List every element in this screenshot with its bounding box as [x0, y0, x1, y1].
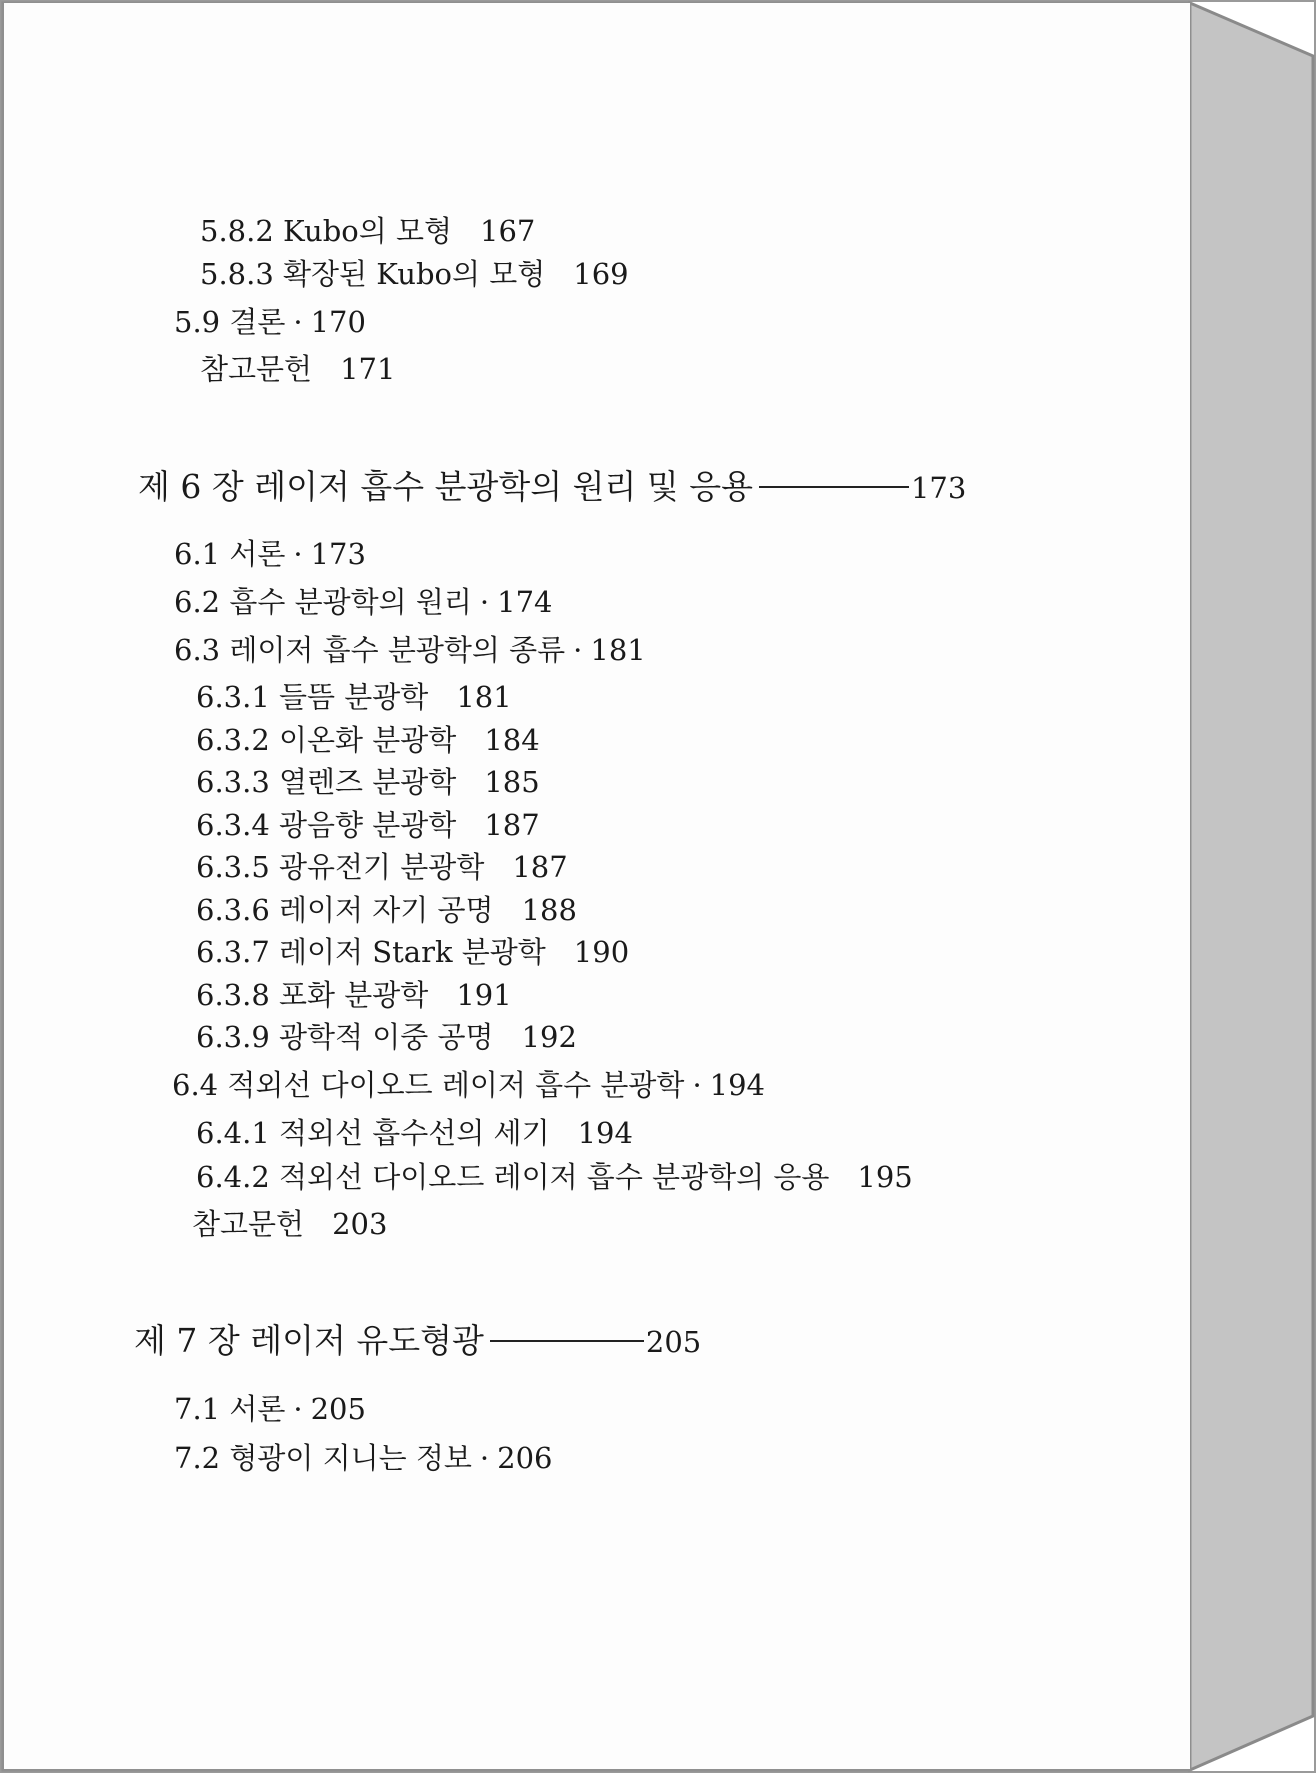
section-title: 확장된 Kubo의 모형	[283, 257, 546, 291]
section-title: 광유전기 분광학	[279, 850, 485, 884]
section-number: 5.8.2	[200, 214, 274, 248]
toc-entry-7-1[interactable]	[174, 1392, 366, 1426]
toc-entry-references-ch5[interactable]	[200, 352, 396, 386]
section-title: 레이저 Stark 분광학	[279, 935, 546, 969]
toc-page	[4, 3, 1190, 1769]
section-number: 6.3.7	[196, 935, 270, 969]
section-title: 형광이 지니는 정보	[229, 1441, 472, 1475]
section-number: 7.2	[174, 1441, 221, 1475]
toc-entry-6-3-9[interactable]	[196, 1020, 577, 1054]
separator-dot: ·	[293, 305, 303, 339]
section-title: 적외선 다이오드 레이저 흡수 분광학	[227, 1068, 685, 1102]
page-number: 195	[857, 1160, 913, 1194]
page-number: 194	[709, 1068, 766, 1102]
toc-entry-6-3-2[interactable]	[196, 723, 540, 757]
toc-entry-6-4-1[interactable]	[196, 1116, 633, 1150]
section-number: 5.8.3	[200, 257, 274, 291]
page-number: 188	[521, 893, 577, 927]
section-title: 흡수 분광학의 원리	[229, 585, 472, 619]
page-number: 194	[577, 1116, 633, 1150]
toc-entry-references-ch6[interactable]	[192, 1207, 388, 1241]
page-number: 181	[590, 633, 646, 667]
section-number: 5.9	[174, 305, 221, 339]
section-title: 포화 분광학	[279, 978, 429, 1012]
page-number: 170	[310, 305, 366, 339]
section-number: 7.1	[174, 1392, 221, 1426]
separator-dot: ·	[479, 1441, 490, 1475]
section-title: 참고문헌	[192, 1207, 305, 1241]
section-number: 6.3.4	[196, 808, 270, 842]
toc-entry-6-1[interactable]	[174, 537, 366, 571]
toc-entry-6-2[interactable]	[174, 585, 553, 619]
toc-entry-6-3-8[interactable]	[196, 978, 512, 1012]
section-title: 열렌즈 분광학	[279, 765, 457, 799]
toc-entry-6-4-2[interactable]	[196, 1160, 913, 1194]
section-title: 레이저 자기 공명	[279, 893, 494, 927]
section-title: 결론	[229, 305, 286, 339]
section-number: 6.3	[174, 633, 221, 667]
toc-entry-6-3-3[interactable]	[196, 765, 540, 799]
page-number: 191	[456, 978, 512, 1012]
toc-chapter-6[interactable]	[138, 467, 967, 506]
page-number: 187	[484, 808, 540, 842]
section-number: 6.1	[174, 537, 221, 571]
page-number: 190	[573, 935, 630, 969]
toc-entry-6-3-4[interactable]	[196, 808, 540, 842]
page-number: 192	[521, 1020, 577, 1054]
section-title: Kubo의 모형	[283, 214, 453, 248]
toc-entry-6-3-7[interactable]	[196, 935, 630, 969]
toc-entry-5-8-3[interactable]	[200, 257, 629, 291]
section-number: 6.3.1	[196, 680, 270, 714]
page-number: 184	[484, 723, 540, 757]
chapter-title: 레이저 흡수 분광학의 원리 및 응용	[254, 467, 753, 506]
section-number: 6.3.8	[196, 978, 270, 1012]
separator-dot: ·	[573, 633, 583, 667]
chapter-title: 레이저 유도형광	[250, 1321, 484, 1360]
toc-entry-5-9[interactable]	[174, 305, 366, 339]
page-number: 171	[340, 352, 396, 386]
page-number: 205	[645, 1325, 702, 1359]
section-title: 참고문헌	[200, 352, 313, 386]
toc-entry-6-3[interactable]	[174, 633, 646, 667]
toc-entry-6-4[interactable]	[172, 1068, 766, 1102]
section-title: 적외선 다이오드 레이저 흡수 분광학의 응용	[279, 1160, 830, 1194]
leader-line	[759, 486, 909, 488]
page-number: 173	[910, 471, 967, 505]
page-number: 203	[332, 1207, 388, 1241]
book-spine-side	[1190, 3, 1313, 1770]
section-number: 6.2	[174, 585, 221, 619]
section-title: 레이저 흡수 분광학의 종류	[229, 633, 566, 667]
section-title: 들뜸 분광학	[279, 680, 429, 714]
toc-entry-7-2[interactable]	[174, 1441, 553, 1475]
section-number: 6.4	[172, 1068, 219, 1102]
section-title: 서론	[229, 537, 286, 571]
section-number: 6.4.2	[196, 1160, 270, 1194]
section-number: 6.3.5	[196, 850, 270, 884]
separator-dot: ·	[479, 585, 490, 619]
page-number: 174	[497, 585, 553, 619]
section-number: 6.3.9	[196, 1020, 270, 1054]
section-title: 광학적 이중 공명	[279, 1020, 494, 1054]
toc-entry-6-3-6[interactable]	[196, 893, 577, 927]
leader-line	[490, 1340, 644, 1342]
page-number: 167	[480, 214, 536, 248]
chapter-label: 제 7 장	[134, 1321, 240, 1360]
section-title: 광음향 분광학	[279, 808, 457, 842]
section-title: 적외선 흡수선의 세기	[279, 1116, 550, 1150]
page-number: 206	[497, 1441, 553, 1475]
page-number: 205	[310, 1392, 366, 1426]
section-number: 6.3.3	[196, 765, 270, 799]
chapter-label: 제 6 장	[138, 467, 244, 506]
page-number: 181	[456, 680, 512, 714]
toc-entry-6-3-5[interactable]	[196, 850, 568, 884]
section-title: 이온화 분광학	[279, 723, 457, 757]
page-number: 187	[512, 850, 568, 884]
page-number: 169	[573, 257, 629, 291]
separator-dot: ·	[293, 537, 303, 571]
separator-dot: ·	[692, 1068, 702, 1102]
page-number: 173	[310, 537, 366, 571]
section-number: 6.3.6	[196, 893, 270, 927]
section-number: 6.4.1	[196, 1116, 270, 1150]
toc-entry-5-8-2[interactable]	[200, 214, 536, 248]
section-title: 서론	[229, 1392, 286, 1426]
page-number: 185	[484, 765, 540, 799]
separator-dot: ·	[293, 1392, 303, 1426]
toc-chapter-7[interactable]	[134, 1321, 702, 1360]
section-number: 6.3.2	[196, 723, 270, 757]
toc-entry-6-3-1[interactable]	[196, 680, 512, 714]
